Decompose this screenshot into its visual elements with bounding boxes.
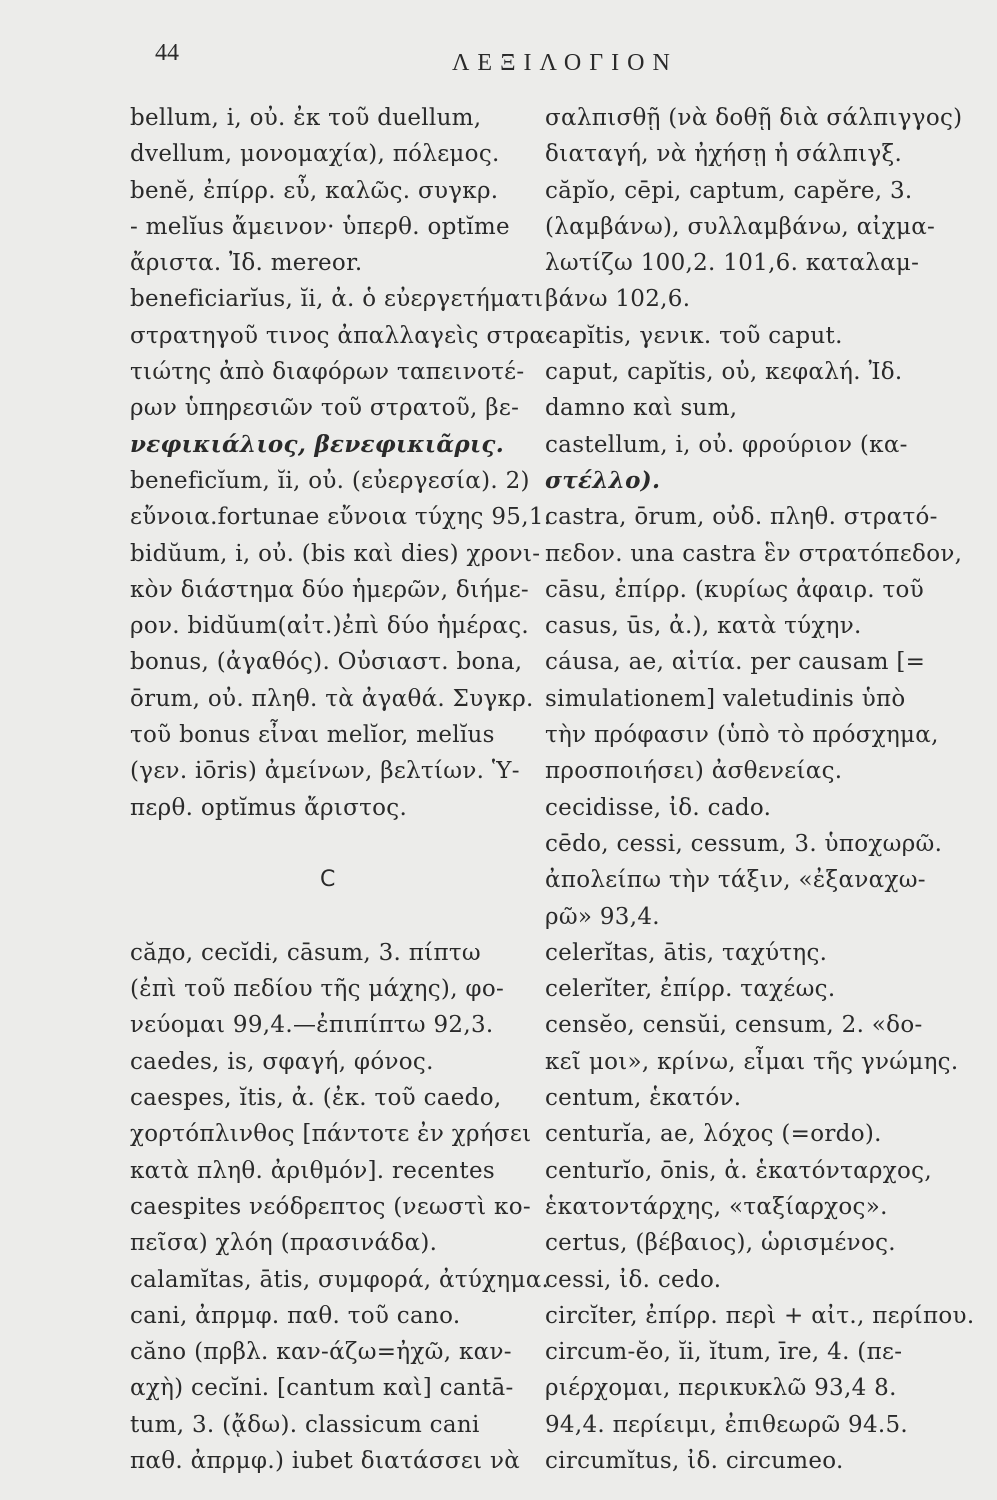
entry-line: centum, ἑκατόν. <box>545 1085 742 1112</box>
entry-line: στέλλο). <box>545 466 661 494</box>
entry-line: circum-ĕo, ĭi, ĭtum, īre, 4. (πε- <box>545 1339 903 1366</box>
entry-line: castellum, i, οὐ. φρούριον (κα- <box>545 431 908 458</box>
entry-line: celerĭter, ἐπίρρ. ταχέως. <box>545 976 836 1003</box>
entry-line: ριέρχομαι, περικυκλῶ 93,4 8. <box>545 1375 897 1402</box>
entry-line: caespites νεόδρεπτος (νεωστὶ κο- <box>130 1193 531 1220</box>
entry-line: ρον. bidŭum(αἰτ.)ἐπὶ δύο ἡμέρας. <box>130 613 530 640</box>
entry-line: ἄριστα. Ἰδ. mereor. <box>130 250 363 277</box>
entry-line: τιώτης ἀπὸ διαφόρων ταπεινοτέ- <box>130 359 525 386</box>
entry-line: (ἐπὶ τοῦ πεδίου τῆς μάχης), φο- <box>130 976 505 1003</box>
entry-line: bidŭum, i, οὐ. (bis καὶ dies) χρονι- <box>130 540 541 567</box>
entry-line: νεφικιάλιος, βενεφικιᾶρις. <box>130 430 505 458</box>
entry-line: διαταγή, νὰ ἠχήσῃ ἡ σάλπιγξ. <box>545 141 903 168</box>
entry-line: κεῖ μοι», κρίνω, εἶμαι τῆς γνώμης. <box>545 1048 959 1075</box>
page-number: 44 <box>155 40 179 66</box>
entry-line: ρῶ» 93,4. <box>545 903 660 930</box>
entry-line: centurĭo, ōnis, ἀ. ἑκατόνταρχος, <box>545 1157 932 1184</box>
entry-line: στρατηγοῦ τινος ἀπαλλαγεὶς στρα- <box>130 322 554 349</box>
entry-line: ἀπολείπω τὴν τάξιν, «ἐξαναχω- <box>545 867 926 894</box>
entry-line: circĭter, ἐπίρρ. περὶ + αἰτ., περίπου. <box>545 1302 975 1329</box>
entry-line: simulationem] valetudinis ὑπὸ <box>545 685 906 712</box>
entry-line: caedes, is, σφαγή, φόνος. <box>130 1048 434 1075</box>
entry-line: κὸν διάστημα δύο ἡμερῶν, διήμε- <box>130 576 529 603</box>
entry-line: caespes, ĭtis, ἀ. (ἐκ. τοῦ caedo, <box>130 1085 502 1112</box>
entry-line: ōrum, οὐ. πληθ. τὰ ἀγαθά. Συγκρ. <box>130 685 534 712</box>
entry-line: προσποιήσει) ἀσθενείας. <box>545 758 843 785</box>
entry-line: νεύομαι 99,4.—ἐπιπίπτω 92,3. <box>130 1012 494 1039</box>
section-gap <box>130 826 550 862</box>
entry-line: cāsu, ἐπίρρ. (κυρίως ἀφαιρ. τοῦ <box>545 576 924 603</box>
entry-line: cēdo, cessi, cessum, 3. ὑποχωρῶ. <box>545 830 943 857</box>
entry-line: bonus, (ἀγαθός). Οὐσιαστ. bona, <box>130 649 523 676</box>
entry-line: capĭtis, γενικ. τοῦ caput. <box>545 322 843 349</box>
entry-line: centurĭa, ae, λόχος (=ordo). <box>545 1121 882 1148</box>
entry-line: λωτίζω 100,2. 101,6. καταλαμ- <box>545 250 920 277</box>
entry-line: casus, ūs, ἀ.), κατὰ τύχην. <box>545 613 862 640</box>
entry-line: castra, ōrum, οὐδ. πληθ. στρατό- <box>545 504 938 531</box>
entry-line: cessi, ἰδ. cedo. <box>545 1266 722 1293</box>
entry-line: (γεν. iōris) ἀμείνων, βελτίων. Ὑ- <box>130 758 520 785</box>
entry-line: căpĭo, cēpi, captum, capĕre, 3. <box>545 177 913 204</box>
entry-line: περθ. optĭmus ἄριστος. <box>130 794 408 821</box>
entry-line: caput, capĭtis, οὐ, κεφαλή. Ἰδ. <box>545 359 903 386</box>
entry-line: beneficiarĭus, ĭi, ἀ. ὁ εὐεργετήματι <box>130 286 544 313</box>
running-head: ΛΕΞΙΛΟΓΙΟΝ <box>452 50 678 76</box>
entry-line: πεῖσα) χλόη (πρασινάδα). <box>130 1230 438 1257</box>
entry-line: (λαμβάνω), συλλαμβάνω, αἰχμα- <box>545 213 936 240</box>
entry-line: σαλπισθῇ (νὰ δοθῇ διὰ σάλπιγγος) <box>545 105 963 131</box>
right-column <box>545 100 975 1479</box>
entry-line: tum, 3. (ᾄδω). classicum cani <box>130 1411 480 1438</box>
entry-line: τὴν πρόφασιν (ὑπὸ τὸ πρόσχημα, <box>545 722 939 749</box>
entry-line: cecidisse, ἰδ. cado. <box>545 794 772 821</box>
entry-line: 94,4. περίειμι, ἐπιθεωρῶ 94.5. <box>545 1411 909 1438</box>
entry-line: circumĭtus, ἰδ. circumeo. <box>545 1447 844 1474</box>
entry-line: πεδον. una castra ἓν στρατόπεδον, <box>545 540 963 567</box>
entry-line: bellum, i, οὐ. ἐκ τοῦ duellum, <box>130 105 482 131</box>
entry-line: τοῦ bonus εἶναι melĭor, melĭus <box>130 722 495 749</box>
entry-line: ρων ὑπηρεσιῶν τοῦ στρατοῦ, βε- <box>130 395 520 422</box>
entry-line: χορτόπλινθος [πάντοτε ἐν χρήσει <box>130 1121 532 1148</box>
entry-line: αχὴ) cecĭni. [cantum καὶ] cantā- <box>130 1375 514 1402</box>
entry-line: cáusa, ae, αἰτία. per causam [= <box>545 649 926 676</box>
entry-line: damno καὶ sum, <box>545 395 738 422</box>
entry-line: παθ. ἀπρμφ.) iubet διατάσσει νὰ <box>130 1447 521 1474</box>
entry-line: - melĭus ἄμεινον· ὑπερθ. optĭme <box>130 213 510 240</box>
entry-line: calamĭtas, ātis, συμφορά, ἀτύχημα. <box>130 1266 550 1293</box>
left-column <box>130 100 554 1479</box>
entry-line: certus, (βέβαιος), ὡρισμένος. <box>545 1230 896 1257</box>
entry-line: dvellum, μονομαχία), πόλεμος. <box>130 141 500 168</box>
entry-line: censĕo, censŭi, censum, 2. «δο- <box>545 1012 923 1039</box>
entry-line: βάνω 102,6. <box>545 286 691 313</box>
section-letter-heading: C <box>320 867 336 893</box>
section-gap <box>130 899 550 935</box>
entry-line: beneficĭum, ĭi, οὐ. (εὐεργεσία). 2) <box>130 467 530 494</box>
entry-line: căno (πρβλ. καν-άζω=ἠχῶ, καν- <box>130 1339 512 1366</box>
entry-line: căдo, cecĭdi, cāsum, 3. πίπτω <box>130 939 481 966</box>
entry-line: cani, ἀπρμφ. παθ. τοῦ cano. <box>130 1302 461 1329</box>
entry-line: benĕ, ἐπίρρ. εὖ, καλῶς. συγκρ. <box>130 177 499 204</box>
entry-line: εὔνοια.fortunae εὔνοια τύχης 95,1. <box>130 504 552 531</box>
entry-line: κατὰ πληθ. ἀριθμόν]. recentes <box>130 1157 495 1184</box>
entry-line: ἑκατοντάρχης, «ταξίαρχος». <box>545 1193 888 1220</box>
entry-line: celerĭtas, ātis, ταχύτης. <box>545 939 828 966</box>
